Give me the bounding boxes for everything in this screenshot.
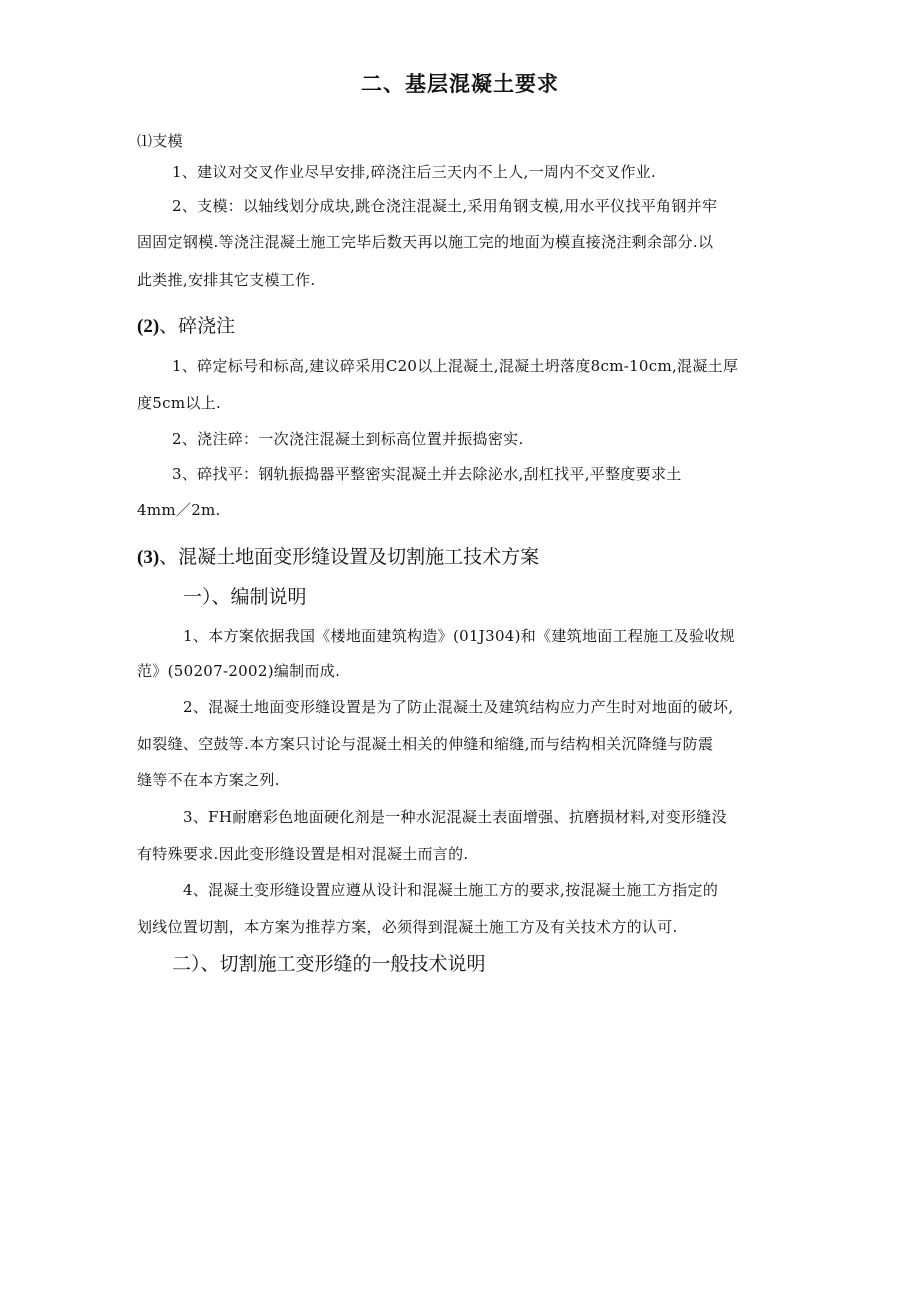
section1-heading: ⑴支模 bbox=[137, 132, 183, 150]
section3-heading bbox=[137, 543, 539, 572]
section2-number: (2) bbox=[137, 316, 160, 337]
section2-paragraph-1-line-1: 1、碎定标号和标高,建议碎采用C20以上混凝土,混凝土坍落度8cm-10cm,混凝土厚 bbox=[172, 357, 739, 375]
section3-paragraph-2-line-2: 如裂缝、空鼓等.本方案只讨论与混凝土相关的伸缝和缩缝,而与结构相关沉降缝与防震 bbox=[137, 735, 714, 753]
section3-paragraph-2-line-1: 2、混凝土地面变形缝设置是为了防止混凝土及建筑结构应力产生时对地面的破坏, bbox=[183, 698, 734, 716]
section2-paragraph-2: 2、浇注碎：一次浇注混凝土到标高位置并振捣密实. bbox=[172, 430, 524, 448]
section1-paragraph-2-line-1: 2、支模：以轴线划分成块,跳仓浇注混凝土,采用角钢支模,用水平仪找平角钢并牢 bbox=[172, 197, 718, 215]
section3-number: (3) bbox=[137, 547, 160, 568]
section3-paragraph-4-line-2: 划线位置切割，本方案为推荐方案，必须得到混凝土施工方及有关技术方的认可. bbox=[137, 918, 678, 936]
section3-title: 、混凝土地面变形缝设置及切割施工技术方案 bbox=[159, 546, 540, 568]
section2-title: 、碎浇注 bbox=[159, 315, 236, 337]
section1-paragraph-2-line-3: 此类推,安排其它支模工作. bbox=[137, 271, 316, 289]
section3-paragraph-3-line-2: 有特殊要求.因此变形缝设置是相对混凝土而言的. bbox=[137, 845, 469, 863]
section2-paragraph-3-line-1: 3、碎找平：钢轨振捣器平整密实混凝土并去除泌水,刮杠找平,平整度要求土 bbox=[172, 465, 682, 483]
section3-subheading-1: 一）、编制说明 bbox=[183, 586, 307, 608]
section3-paragraph-2-line-3: 缝等不在本方案之列. bbox=[137, 771, 280, 789]
section3-paragraph-1-line-1: 1、本方案依据我国《楼地面建筑构造》(01J304)和《建筑地面工程施工及验收规 bbox=[183, 627, 735, 645]
section3-subheading-2: 二）、切割施工变形缝的一般技术说明 bbox=[172, 953, 486, 975]
section3-paragraph-1-line-2: 范》(50207-2002)编制而成. bbox=[137, 662, 341, 680]
section3-paragraph-3-line-1: 3、FH耐磨彩色地面硬化剂是一种水泥混凝土表面增强、抗磨损材料,对变形缝没 bbox=[183, 808, 727, 826]
section1-paragraph-2-line-2: 固固定钢模.等浇注混凝土施工完毕后数天再以施工完的地面为模直接浇注剩余部分.以 bbox=[137, 233, 714, 251]
section2-paragraph-1-line-2: 度5cm以上. bbox=[137, 394, 222, 412]
document-title: 二、基层混凝土要求 bbox=[361, 72, 559, 96]
section3-paragraph-4-line-1: 4、混凝土变形缝设置应遵从设计和混凝土施工方的要求,按混凝土施工方指定的 bbox=[183, 881, 719, 899]
section2-heading bbox=[137, 312, 235, 341]
section1-paragraph-1: 1、建议对交叉作业尽早安排,碎浇注后三天内不上人,一周内不交叉作业. bbox=[172, 163, 657, 181]
section2-paragraph-3-line-2: 4mm／2m. bbox=[137, 501, 221, 519]
